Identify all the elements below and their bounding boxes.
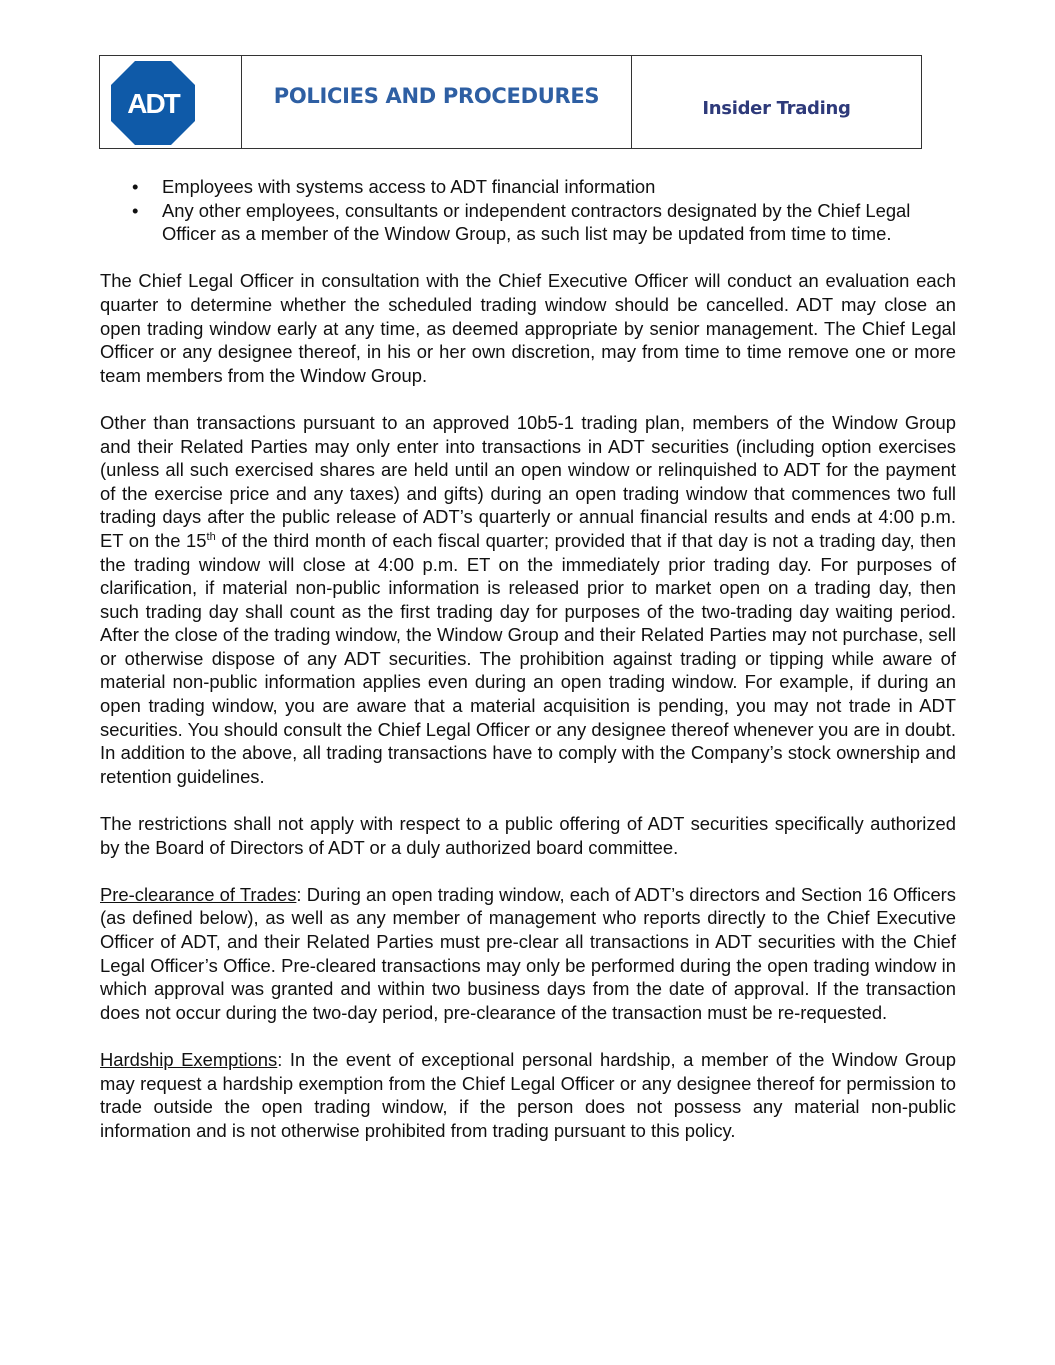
restrictions-paragraph: The restrictions shall not apply with respect to a public offering of ADT securities specifically authorized by the Board of Directors of ADT or a duly authorized board committee.	[100, 813, 956, 858]
subject-cell	[632, 56, 921, 148]
document-header	[99, 55, 922, 149]
title-cell	[242, 56, 632, 148]
evaluation-paragraph: The Chief Legal Officer in consultation with the Chief Executive Officer will conduct an evaluation each quarter to determine whether the scheduled trading window should be cancelled. ADT may close an open trading window early at any time, as deemed appropriate by senior management. The Chief Legal Officer or any designee thereof, in his or her own discretion, may from time to time remove one or more team members from the Window Group.	[100, 270, 956, 386]
hardship-text: : In the event of exceptional personal hardship, a member of the Window Group may request a hardship exemption from the Chief Legal Officer or any designee thereof for permission to trade outside the open trading window, if the person does not possess any material non-public information and is not otherwise prohibited from trading pursuant to this policy.	[100, 1048, 956, 1141]
trading-window-text-2: of the third month of each fiscal quarter; provided that if that day is not a trading day, then the trading window will close at 4:00 p.m. ET on the immediately prior trading day. For purposes of clarification, if material non-public information is released prior to market open on a trading day, then such trading day shall count as the first trading day for purposes of the two-trading day waiting period. After the close of the trading window, the Window Group and their Related Parties may not purchase, sell or otherwise dispose of any ADT securities. The prohibition against trading or tipping while aware of material non-public information applies even during an open trading window. For example, if during an open trading window, you are aware that a material acquisition is pending, you may not trade in ADT securities. You should consult the Chief Legal Officer or any designee thereof whenever you are in doubt. In addition to the above, all trading transactions have to comply with the Company’s stock ownership and retention guidelines.	[100, 529, 956, 787]
document-body	[100, 175, 956, 1142]
preclearance-heading: Pre-clearance of Trades	[100, 883, 297, 905]
hardship-heading: Hardship Exemptions	[100, 1048, 278, 1070]
trading-window-text-1: Other than transactions pursuant to an approved 10b5-1 trading plan, members of the Window Group and their Related Parties may only enter into transactions in ADT securities (including option exercises (unless all such exercised shares are held until an open window or relinquished to ADT for the payment of the exercise price and any taxes) and gifts) during an open trading window that commences two full trading days after the public release of ADT’s quarterly or annual financial results and ends at 4:00 p.m. ET on the 15	[100, 411, 956, 551]
hardship-paragraph	[100, 1048, 956, 1142]
list-item: • Employees with systems access to ADT financial information	[162, 175, 956, 199]
list-item: • Any other employees, consultants or independent contractors designated by the Chief Legal Officer as a member of the Window Group, as such list may be updated from time to time.	[162, 199, 956, 246]
preclearance-paragraph	[100, 883, 956, 1025]
document-subject: Insider Trading	[702, 98, 851, 119]
window-group-list	[100, 175, 956, 246]
preclearance-text: : During an open trading window, each of ADT’s directors and Section 16 Officers (as defined below), as well as any member of management who reports directly to the Chief Executive Officer of ADT, and their Related Parties must pre-clear all transactions in ADT securities with the Chief Legal Officer’s Office. Pre-cleared transactions may only be performed during the open trading window in which approval was granted and within two business days from the date of approval. If the transaction does not occur during the two-day period, pre-clearance of the transaction must be re-requested.	[100, 883, 956, 1023]
trading-window-paragraph	[100, 411, 956, 789]
logo-cell	[100, 56, 242, 148]
adt-logo-icon	[109, 59, 197, 147]
logo-text: ADT	[127, 88, 179, 119]
document-title: POLICIES AND PROCEDURES	[273, 84, 600, 108]
ordinal-superscript: th	[206, 530, 216, 543]
